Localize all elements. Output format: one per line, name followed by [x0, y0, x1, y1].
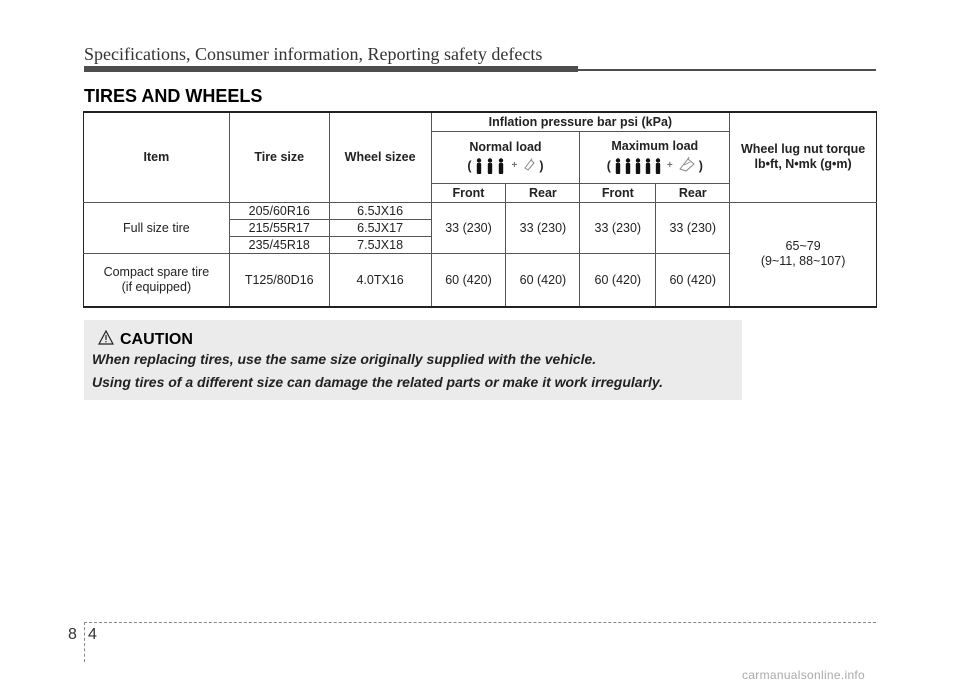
- normal-load-label: Normal load: [469, 140, 542, 154]
- plus-sign: +: [511, 160, 518, 171]
- torque-value-line2: (9~11, 88~107): [760, 254, 846, 269]
- wheel-size-cell: 6.5JX16: [329, 202, 431, 219]
- footer-divider: [84, 622, 85, 662]
- lug-torque-line2: lb•ft, N•mk (g•m): [754, 157, 852, 172]
- caution-text-line1: When replacing tires, use the same size originally supplied with the vehicle.: [92, 351, 597, 367]
- header-max-rear: Rear: [656, 183, 730, 202]
- header-normal-load: [431, 131, 580, 183]
- plus-sign: +: [666, 160, 673, 171]
- wheel-size-cell: 7.5JX18: [329, 236, 431, 253]
- compact-max-front: 60 (420): [580, 253, 656, 307]
- compact-normal-rear: 60 (420): [506, 253, 580, 307]
- compact-spare-line1: Compact spare tire: [103, 264, 210, 279]
- paren-open: (: [467, 158, 472, 173]
- lug-torque-value: [730, 202, 877, 307]
- header-wheel-size: Wheel sizee: [329, 112, 431, 202]
- header-inflation-pressure: Inflation pressure bar psi (kPa): [431, 112, 730, 131]
- full-max-rear: 33 (230): [656, 202, 730, 253]
- header-normal-front: Front: [431, 183, 506, 202]
- compact-max-rear: 60 (420): [656, 253, 730, 307]
- three-passengers-icon: [475, 158, 507, 174]
- wheel-size-cell: 6.5JX17: [329, 219, 431, 236]
- tire-size-cell: 215/55R17: [229, 219, 329, 236]
- compact-wheel-size: 4.0TX16: [329, 253, 431, 307]
- tires-wheels-table: [83, 111, 877, 308]
- header-max-front: Front: [580, 183, 656, 202]
- header-lug-torque: [730, 112, 877, 202]
- compact-spare-label: [84, 253, 230, 307]
- normal-load-occupancy: [467, 157, 543, 174]
- paren-close: ): [539, 158, 544, 173]
- full-max-front: 33 (230): [580, 202, 656, 253]
- caution-title: CAUTION: [120, 331, 193, 348]
- watermark-text: carmanualsonline.info: [742, 668, 866, 682]
- small-luggage-icon: [522, 157, 536, 174]
- full-size-tire-label: Full size tire: [84, 202, 230, 253]
- header-normal-rear: Rear: [506, 183, 580, 202]
- compact-tire-size: T125/80D16: [229, 253, 329, 307]
- maximum-load-label: Maximum load: [611, 139, 699, 153]
- paren-open: (: [606, 158, 611, 173]
- page-number: 4: [88, 626, 97, 643]
- footer-rule: [84, 622, 876, 623]
- header-item: Item: [84, 112, 230, 202]
- header-tire-size: Tire size: [229, 112, 329, 202]
- warning-triangle-icon: [98, 330, 114, 350]
- header-rule: [578, 69, 876, 71]
- section-title: TIRES AND WHEELS: [84, 86, 263, 106]
- page-section-number: 8: [68, 626, 77, 643]
- five-passengers-icon: [614, 158, 662, 174]
- caution-header: [98, 330, 193, 350]
- header-bar: [84, 66, 578, 72]
- compact-spare-line2: (if equipped): [121, 279, 192, 294]
- compact-normal-front: 60 (420): [431, 253, 506, 307]
- header-maximum-load: [580, 131, 730, 183]
- lug-torque-line1: Wheel lug nut torque: [740, 142, 866, 157]
- paren-close: ): [698, 158, 703, 173]
- caution-box: [84, 320, 742, 400]
- large-luggage-icon: [678, 156, 696, 175]
- maximum-load-occupancy: [607, 156, 703, 175]
- tire-size-cell: 235/45R18: [229, 236, 329, 253]
- tire-size-cell: 205/60R16: [229, 202, 329, 219]
- torque-value-line1: 65~79: [785, 239, 821, 254]
- caution-text-line2: Using tires of a different size can damage the related parts or make it work irregularly.: [92, 374, 664, 390]
- page-header-title: Specifications, Consumer information, Reporting safety defects: [84, 44, 543, 64]
- full-normal-front: 33 (230): [431, 202, 506, 253]
- full-normal-rear: 33 (230): [506, 202, 580, 253]
